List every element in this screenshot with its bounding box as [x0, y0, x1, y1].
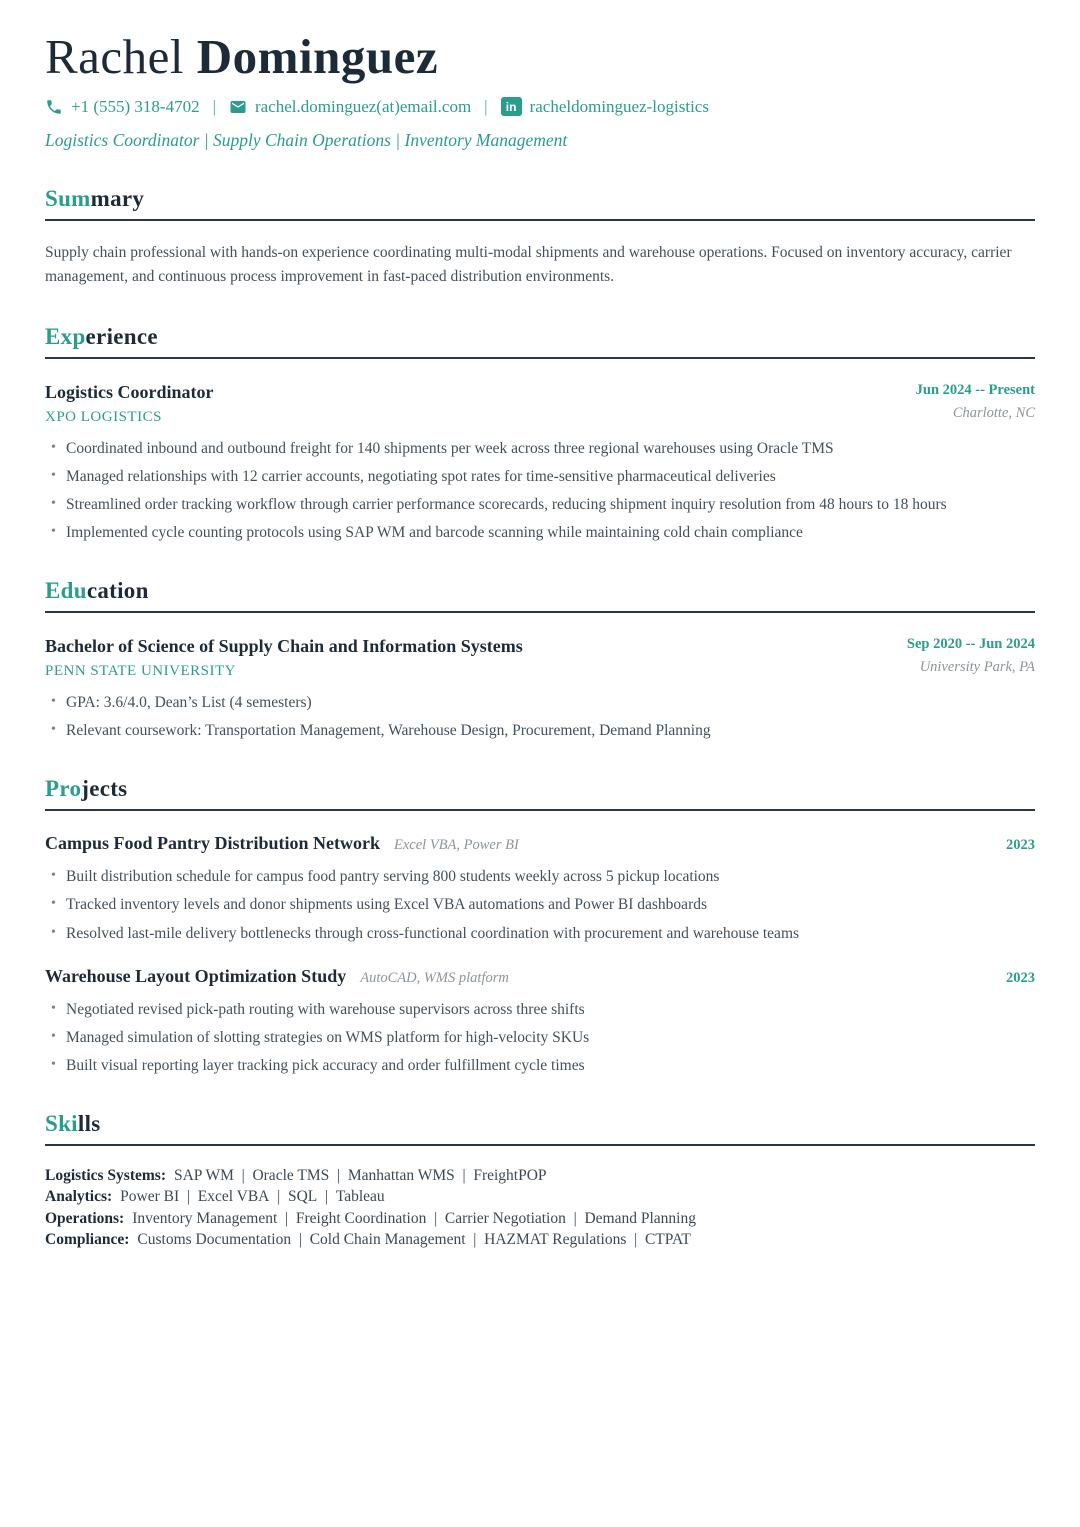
project-title: Warehouse Layout Optimization Study [45, 965, 347, 986]
contact-divider: | [484, 96, 488, 116]
contact-divider: | [212, 96, 216, 116]
section-projects [45, 776, 1035, 1075]
education-bullet: • Relevant coursework: Transportation Management, Warehouse Design, Procurement, Demand Planning [45, 720, 1035, 741]
job-bullet: • Managed relationships with 12 carrier accounts, negotiating spot rates for time-sensitive pharmaceutical deliveries [45, 466, 1035, 487]
linkedin-handle: racheldominguez-logistics [529, 96, 709, 116]
projects-heading: Projects [45, 776, 1035, 811]
skill-category-label: Operations: [45, 1209, 125, 1227]
first-name: Rachel [45, 29, 185, 84]
skill-row [45, 1186, 1035, 1207]
job-bullet: • Streamlined order tracking workflow through carrier performance scorecards, reducing shipment inquiry resolution from 48 hours to 18 hours [45, 494, 1035, 515]
school-name: PENN STATE UNIVERSITY [45, 663, 236, 680]
candidate-name [45, 30, 1035, 84]
job-bullet: • Coordinated inbound and outbound freight for 140 shipments per week across three regional warehouses using Oracle TMS [45, 438, 1035, 459]
project-year: 2023 [1006, 969, 1035, 986]
contact-row [45, 97, 1035, 117]
education-bullets [45, 692, 1035, 741]
summary-heading: Summary [45, 186, 1035, 221]
job-dates: Jun 2024 -- Present [915, 381, 1035, 398]
project-bullets [45, 999, 1035, 1076]
project-year: 2023 [1006, 837, 1035, 854]
section-summary [45, 186, 1035, 289]
job-location: Charlotte, NC [952, 404, 1035, 421]
skill-items: Inventory Management | Freight Coordination | Carrier Negotiation | Demand Planning [132, 1209, 696, 1227]
project-entry [45, 833, 1035, 943]
project-entry [45, 966, 1035, 1076]
skill-items: Customs Documentation | Cold Chain Management | HAZMAT Regulations | CTPAT [137, 1230, 691, 1248]
company-name: XPO LOGISTICS [45, 408, 162, 425]
email-address: rachel.dominguez(at)email.com [254, 96, 472, 116]
skill-row [45, 1165, 1035, 1186]
skill-category-label: Compliance: [45, 1230, 130, 1248]
education-entry [45, 636, 1035, 741]
education-dates: Sep 2020 -- Jun 2024 [906, 636, 1035, 653]
summary-text: Supply chain professional with hands-on experience coordinating multi-modal shipments and warehouse operations. Focused on inventory accuracy, carrier management, and continuous process improvement in fast-paced distribution environments. [45, 243, 1012, 285]
education-bullet: • GPA: 3.6/4.0, Dean’s List (4 semesters) [45, 692, 1035, 713]
education-heading: Education [45, 578, 1035, 613]
resume-header [45, 30, 1035, 151]
project-bullet: • Built visual reporting layer tracking pick accuracy and order fulfillment cycle times [45, 1055, 1035, 1076]
skill-row [45, 1229, 1035, 1250]
section-skills [45, 1111, 1035, 1251]
phone-icon [45, 98, 63, 116]
experience-heading: Experience [45, 324, 1035, 359]
project-bullet: • Resolved last-mile delivery bottlenecks through cross-functional coordination with procurement and warehouse teams [45, 923, 1035, 944]
project-tech: Excel VBA, Power BI [394, 837, 519, 854]
experience-entry [45, 382, 1035, 543]
skills-heading: Skills [45, 1111, 1035, 1146]
project-title: Campus Food Pantry Distribution Network [45, 833, 381, 854]
section-education [45, 578, 1035, 741]
project-bullets [45, 866, 1035, 943]
skills-block [45, 1165, 1035, 1251]
project-bullet: • Managed simulation of slotting strategies on WMS platform for high-velocity SKUs [45, 1027, 1035, 1048]
linkedin-contact[interactable] [501, 97, 709, 117]
section-experience [45, 324, 1035, 543]
phone-contact[interactable] [45, 97, 200, 117]
skill-category-label: Analytics: [45, 1188, 113, 1206]
project-tech: AutoCAD, WMS platform [360, 969, 509, 986]
project-bullet: • Built distribution schedule for campus food pantry serving 800 students weekly across 5 pickup locations [45, 866, 1035, 887]
education-entry-head [45, 636, 1035, 680]
education-location: University Park, PA [919, 659, 1035, 676]
job-title: Logistics Coordinator [45, 381, 214, 402]
degree-title: Bachelor of Science of Supply Chain and Information Systems [45, 636, 523, 657]
tagline: Logistics Coordinator | Supply Chain Operations | Inventory Management [45, 129, 568, 150]
job-bullets [45, 438, 1035, 543]
skill-items: SAP WM | Oracle TMS | Manhattan WMS | FreightPOP [173, 1166, 547, 1184]
linkedin-icon: in [501, 97, 522, 116]
project-bullet: • Tracked inventory levels and donor shipments using Excel VBA automations and Power BI dashboards [45, 894, 1035, 915]
skill-items: Power BI | Excel VBA | SQL | Tableau [120, 1188, 385, 1206]
experience-entry-head [45, 382, 1035, 426]
email-contact[interactable] [229, 97, 471, 117]
skill-category-label: Logistics Systems: [45, 1166, 166, 1184]
phone-number: +1 (555) 318-4702 [71, 96, 200, 116]
skill-row [45, 1208, 1035, 1229]
job-bullet: • Implemented cycle counting protocols using SAP WM and barcode scanning while maintaining cold chain compliance [45, 522, 1035, 543]
email-icon [229, 98, 247, 116]
last-name: Dominguez [196, 29, 439, 84]
project-bullet: • Negotiated revised pick-path routing with warehouse supervisors across three shifts [45, 999, 1035, 1020]
